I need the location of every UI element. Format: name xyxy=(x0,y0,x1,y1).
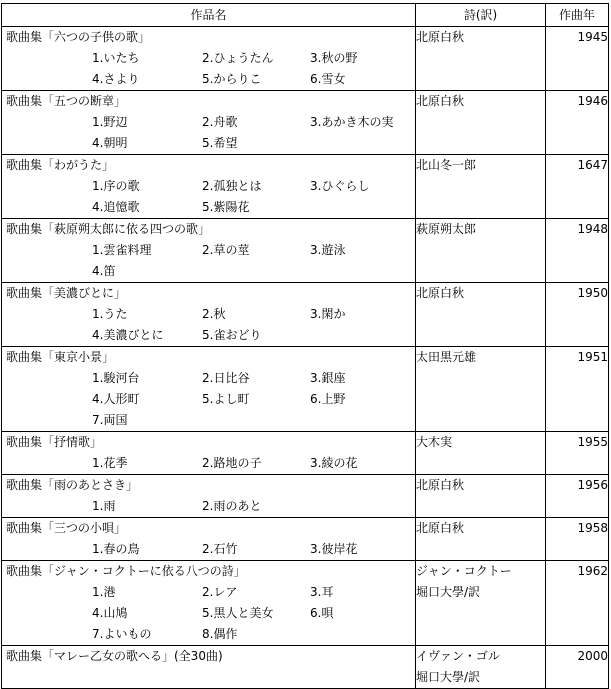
song-item: 1.雨 xyxy=(92,499,116,513)
song-item: 5.黒人と美女 xyxy=(202,606,274,620)
song-item: 1.序の歌 xyxy=(92,179,140,193)
poet-name: ジャン・コクトー xyxy=(416,564,512,578)
song-item: 3.秋の野 xyxy=(310,51,358,65)
year-cell xyxy=(546,475,609,518)
composition-year: 1647 xyxy=(577,158,608,172)
song-item: 2.路地の子 xyxy=(202,456,262,470)
poet-cell xyxy=(416,432,546,475)
header-row xyxy=(2,4,609,27)
song-item: 4.追憶歌 xyxy=(92,200,140,214)
song-item: 5.からりこ xyxy=(202,72,262,86)
poet-cell xyxy=(416,219,546,283)
work-cell xyxy=(2,475,416,518)
song-cycle-title: 歌曲集「五つの断章」 xyxy=(6,94,127,108)
song-cycle-title: 歌曲集「抒情歌」 xyxy=(6,435,103,449)
poet-cell xyxy=(416,155,546,219)
table-row xyxy=(2,347,609,432)
header-poet: 詩(訳) xyxy=(416,4,546,27)
year-cell xyxy=(546,518,609,561)
table-row xyxy=(2,91,609,155)
song-list xyxy=(2,582,415,645)
song-item: 7.よいもの xyxy=(92,627,152,641)
composition-year: 1956 xyxy=(577,478,608,492)
song-item: 1.野辺 xyxy=(92,115,128,129)
song-item: 1.港 xyxy=(92,585,116,599)
poet-name: 大木実 xyxy=(416,435,453,449)
poet-name: 堀口大學/訳 xyxy=(416,670,481,684)
song-item: 3.閑か xyxy=(310,307,346,321)
song-cycle-title: 歌曲集「萩原朔太郎に依る四つの歌」 xyxy=(6,222,211,236)
poet-cell xyxy=(416,646,546,689)
poet-cell xyxy=(416,283,546,347)
works-table xyxy=(1,3,609,689)
composition-year: 1951 xyxy=(577,350,608,364)
song-item: 5.雀おどり xyxy=(202,328,262,342)
song-cycle-title: 歌曲集「三つの小唄」 xyxy=(6,521,127,535)
year-cell xyxy=(546,646,609,689)
song-list xyxy=(2,453,415,474)
song-item: 3.彼岸花 xyxy=(310,542,358,556)
composition-year: 1958 xyxy=(577,521,608,535)
poet-name: 北山冬一郎 xyxy=(416,158,477,172)
song-item: 4.山鳩 xyxy=(92,606,128,620)
song-list xyxy=(2,48,415,90)
song-item: 2.秋 xyxy=(202,307,226,321)
song-item: 4.人形町 xyxy=(92,392,140,406)
song-item: 2.ひょうたん xyxy=(202,51,274,65)
work-cell xyxy=(2,155,416,219)
song-list xyxy=(2,539,415,560)
song-item: 3.遊泳 xyxy=(310,243,346,257)
song-list xyxy=(2,112,415,154)
poet-cell xyxy=(416,91,546,155)
song-item: 2.孤独とは xyxy=(202,179,262,193)
poet-cell xyxy=(416,475,546,518)
year-cell xyxy=(546,27,609,91)
year-cell xyxy=(546,283,609,347)
header-year: 作曲年 xyxy=(546,4,609,27)
song-item: 1.雲雀料理 xyxy=(92,243,152,257)
song-item: 2.石竹 xyxy=(202,542,238,556)
song-item: 4.朝明 xyxy=(92,136,128,150)
year-cell xyxy=(546,347,609,432)
year-cell xyxy=(546,432,609,475)
song-item: 6.唄 xyxy=(310,606,334,620)
song-item: 7.両国 xyxy=(92,413,128,427)
song-item: 2.日比谷 xyxy=(202,371,250,385)
song-item: 4.さより xyxy=(92,72,140,86)
year-cell xyxy=(546,561,609,646)
poet-name: 萩原朔太郎 xyxy=(416,222,477,236)
table-row xyxy=(2,27,609,91)
song-cycle-title: 歌曲集「ジャン・コクトーに依る八つの詩」 xyxy=(6,564,246,578)
song-item: 3.ひぐらし xyxy=(310,179,370,193)
song-cycle-title: 歌曲集「東京小景」 xyxy=(6,350,115,364)
year-cell xyxy=(546,155,609,219)
song-item: 4.笛 xyxy=(92,264,116,278)
song-item: 8.偶作 xyxy=(202,627,238,641)
song-cycle-title: 歌曲集「美濃びとに」 xyxy=(6,286,127,300)
song-list xyxy=(2,176,415,218)
song-item: 6.上野 xyxy=(310,392,346,406)
work-cell xyxy=(2,91,416,155)
song-cycle-title: 歌曲集「わがうた」 xyxy=(6,158,115,172)
song-item: 3.綾の花 xyxy=(310,456,358,470)
table-row xyxy=(2,432,609,475)
song-item: 2.雨のあと xyxy=(202,499,262,513)
song-list xyxy=(2,240,415,282)
table-row xyxy=(2,475,609,518)
song-item: 5.紫陽花 xyxy=(202,200,250,214)
poet-cell xyxy=(416,27,546,91)
poet-name: 堀口大學/訳 xyxy=(416,585,481,599)
song-list xyxy=(2,304,415,346)
poet-name: 北原白秋 xyxy=(416,30,465,44)
composition-year: 1945 xyxy=(577,30,608,44)
song-cycle-title: 歌曲集「六つの子供の歌」 xyxy=(6,30,151,44)
song-cycle-title: 歌曲集「雨のあとさき」 xyxy=(6,478,139,492)
song-item: 2.草の莖 xyxy=(202,243,250,257)
table-row xyxy=(2,561,609,646)
poet-name: 北原白秋 xyxy=(416,94,465,108)
composition-year: 1962 xyxy=(577,564,608,578)
composition-year: 1946 xyxy=(577,94,608,108)
poet-name: 太田黒元雄 xyxy=(416,350,477,364)
work-cell xyxy=(2,518,416,561)
composition-year: 1955 xyxy=(577,435,608,449)
song-item: 2.レア xyxy=(202,585,238,599)
poet-name: 北原白秋 xyxy=(416,478,465,492)
work-cell xyxy=(2,432,416,475)
poet-name: 北原白秋 xyxy=(416,286,465,300)
song-item: 1.うた xyxy=(92,307,128,321)
work-cell xyxy=(2,219,416,283)
year-cell xyxy=(546,219,609,283)
poet-cell xyxy=(416,518,546,561)
table-row xyxy=(2,518,609,561)
work-cell xyxy=(2,27,416,91)
song-item: 5.よし町 xyxy=(202,392,250,406)
song-item: 1.花季 xyxy=(92,456,128,470)
song-item: 1.春の鳥 xyxy=(92,542,140,556)
song-item: 4.美濃びとに xyxy=(92,328,164,342)
song-item: 3.耳 xyxy=(310,585,334,599)
work-cell xyxy=(2,347,416,432)
poet-name: イヴァン・ゴル xyxy=(416,649,500,663)
poet-cell xyxy=(416,561,546,646)
table-row xyxy=(2,219,609,283)
song-item: 5.希望 xyxy=(202,136,238,150)
poet-name: 北原白秋 xyxy=(416,521,465,535)
song-item: 1.駿河台 xyxy=(92,371,140,385)
table-row xyxy=(2,283,609,347)
song-cycle-title: 歌曲集「マレー乙女の歌へる」(全30曲) xyxy=(6,649,223,663)
work-cell xyxy=(2,646,416,689)
song-item: 1.いたち xyxy=(92,51,140,65)
work-cell xyxy=(2,283,416,347)
works-body xyxy=(2,27,609,689)
song-list xyxy=(2,496,415,517)
song-item: 6.雪女 xyxy=(310,72,346,86)
year-cell xyxy=(546,91,609,155)
composition-year: 1950 xyxy=(577,286,608,300)
table-row xyxy=(2,155,609,219)
header-work: 作品名 xyxy=(2,4,416,27)
poet-cell xyxy=(416,347,546,432)
song-list xyxy=(2,368,415,431)
composition-year: 2000 xyxy=(577,649,608,663)
table-row xyxy=(2,646,609,689)
song-item: 3.銀座 xyxy=(310,371,346,385)
composition-year: 1948 xyxy=(577,222,608,236)
song-item: 2.舟歌 xyxy=(202,115,238,129)
song-item: 3.あかき木の実 xyxy=(310,115,394,129)
work-cell xyxy=(2,561,416,646)
